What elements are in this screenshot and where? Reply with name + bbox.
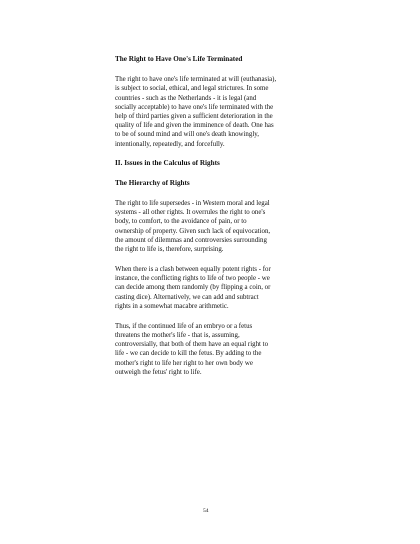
text-line: countries - such as the Netherlands - it is legal (and: [115, 94, 257, 102]
text-line: instance, the conflicting rights to life of two people - we: [115, 275, 270, 283]
text-line: The right to have one's life terminated at will (euthanasia),: [115, 76, 277, 84]
text-line: the amount of dilemmas and controversies surrounding: [115, 236, 267, 244]
text-line: the right to life is, therefore, surprising.: [115, 245, 224, 253]
text-line: controversially, that both of them have an equal right to: [115, 341, 269, 349]
text-line: socially acceptable) to have one's life terminated with the: [115, 103, 274, 111]
text-line: The right to life supersedes - in Western moral and legal: [115, 199, 270, 207]
paragraph-clash-of-rights: [115, 265, 340, 311]
text-line: threatens the mother's life - that is, assuming,: [115, 331, 240, 339]
text-line: help of third parties given a sufficient deterioration in the: [115, 113, 273, 121]
text-line: casting dice). Alternatively, we can add and subtract: [115, 293, 259, 301]
text-line: rights in a somewhat macabre arithmetic.: [115, 302, 229, 310]
text-line: Thus, if the continued life of an embryo or a fetus: [115, 322, 253, 330]
section-heading-calculus-of-rights: II. Issues in the Calculus of Rights: [115, 159, 220, 168]
text-line: to be of sound mind and will one's death knowingly,: [115, 131, 259, 139]
subheading-hierarchy-of-rights: The Hierarchy of Rights: [115, 178, 190, 187]
text-line: body, to comfort, to the avoidance of pain, or to: [115, 218, 247, 226]
text-line: life - we can decide to kill the fetus. By adding to the: [115, 350, 262, 358]
text-line: intentionally, repeatedly, and forcefully.: [115, 140, 225, 148]
text-line: systems - all other rights. It overrules the right to one's: [115, 209, 266, 217]
text-line: outweigh the fetus' right to life.: [115, 368, 202, 376]
text-line: When there is a clash between equally potent rights - for: [115, 265, 271, 273]
paragraph-hierarchy: [115, 199, 340, 254]
page-content: [115, 55, 340, 377]
heading-right-to-terminate-life: The Right to Have One's Life Terminated: [115, 55, 243, 63]
text-line: ownership of property. Given such lack of equivocation,: [115, 227, 271, 235]
text-line: mother's right to life her right to her own body we: [115, 359, 253, 367]
paragraph-euthanasia: [115, 75, 340, 149]
text-line: quality of life and given the imminence of death. One has: [115, 122, 274, 130]
text-line: is subject to social, ethical, and legal strictures. In some: [115, 85, 269, 93]
text-line: can decide among them randomly (by flipping a coin, or: [115, 284, 271, 292]
page-number: 54: [203, 508, 209, 514]
paragraph-embryo-fetus: [115, 322, 340, 377]
